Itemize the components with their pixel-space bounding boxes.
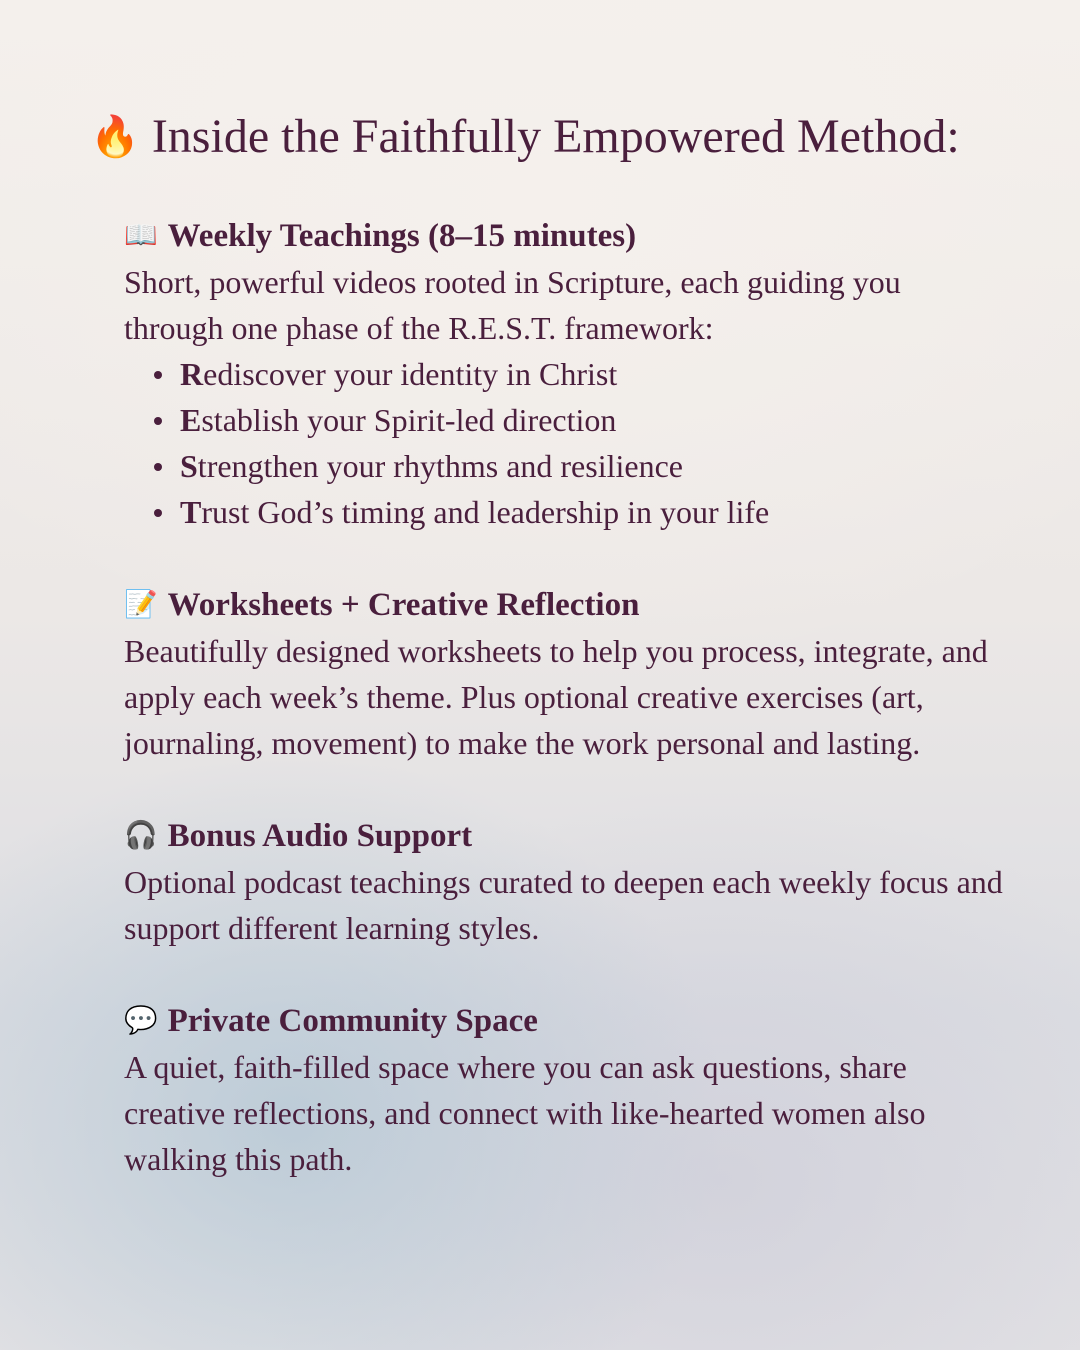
section-heading-text: Weekly Teachings (8–15 minutes) bbox=[167, 218, 637, 254]
list-item-initial: S bbox=[180, 448, 198, 484]
page-title bbox=[90, 108, 960, 166]
list-item-initial: T bbox=[180, 494, 202, 530]
section-worksheets bbox=[124, 581, 1004, 766]
section-heading-text: Worksheets + Creative Reflection bbox=[167, 587, 640, 623]
fire-icon: 🔥 bbox=[90, 114, 140, 159]
section-heading bbox=[124, 812, 1004, 859]
memo-icon: 📝 bbox=[124, 589, 158, 619]
list-item bbox=[154, 489, 1004, 535]
section-community bbox=[124, 997, 1004, 1182]
list-item-text: trengthen your rhythms and resilience bbox=[197, 448, 683, 484]
page-title-text: Inside the Faithfully Empowered Method: bbox=[151, 110, 960, 163]
section-heading-text: Bonus Audio Support bbox=[167, 818, 473, 854]
section-heading bbox=[124, 212, 1004, 259]
rest-framework-list bbox=[124, 351, 1004, 535]
section-heading bbox=[124, 581, 1004, 628]
section-weekly-teachings bbox=[124, 212, 1004, 535]
list-item bbox=[154, 351, 1004, 397]
list-item bbox=[154, 443, 1004, 489]
list-item bbox=[154, 397, 1004, 443]
book-icon: 📖 bbox=[124, 220, 158, 250]
headphones-icon: 🎧 bbox=[124, 820, 158, 850]
section-body: A quiet, faith-filled space where you can ask questions, share creative reflections, and connect with like-hearted women also walking this path. bbox=[124, 1049, 926, 1177]
section-body: Optional podcast teachings curated to deepen each weekly focus and support different learning styles. bbox=[124, 864, 1003, 946]
list-item-initial: R bbox=[180, 356, 204, 392]
section-bonus-audio bbox=[124, 812, 1004, 951]
list-item-text: stablish your Spirit-led direction bbox=[201, 402, 617, 438]
section-heading bbox=[124, 997, 1004, 1044]
list-item-initial: E bbox=[180, 402, 202, 438]
speech-bubble-icon: 💬 bbox=[124, 1005, 158, 1035]
section-heading-text: Private Community Space bbox=[167, 1003, 538, 1039]
section-body: Short, powerful videos rooted in Scripture, each guiding you through one phase of the R.E.S.T. framework: bbox=[124, 264, 901, 346]
content bbox=[124, 212, 1004, 1228]
list-item-text: ediscover your identity in Christ bbox=[203, 356, 618, 392]
list-item-text: rust God’s timing and leadership in your life bbox=[201, 494, 770, 530]
section-body: Beautifully designed worksheets to help you process, integrate, and apply each week’s theme. Plus optional creative exercises (art, journaling, movement) to make the work personal and lasting. bbox=[124, 633, 988, 761]
